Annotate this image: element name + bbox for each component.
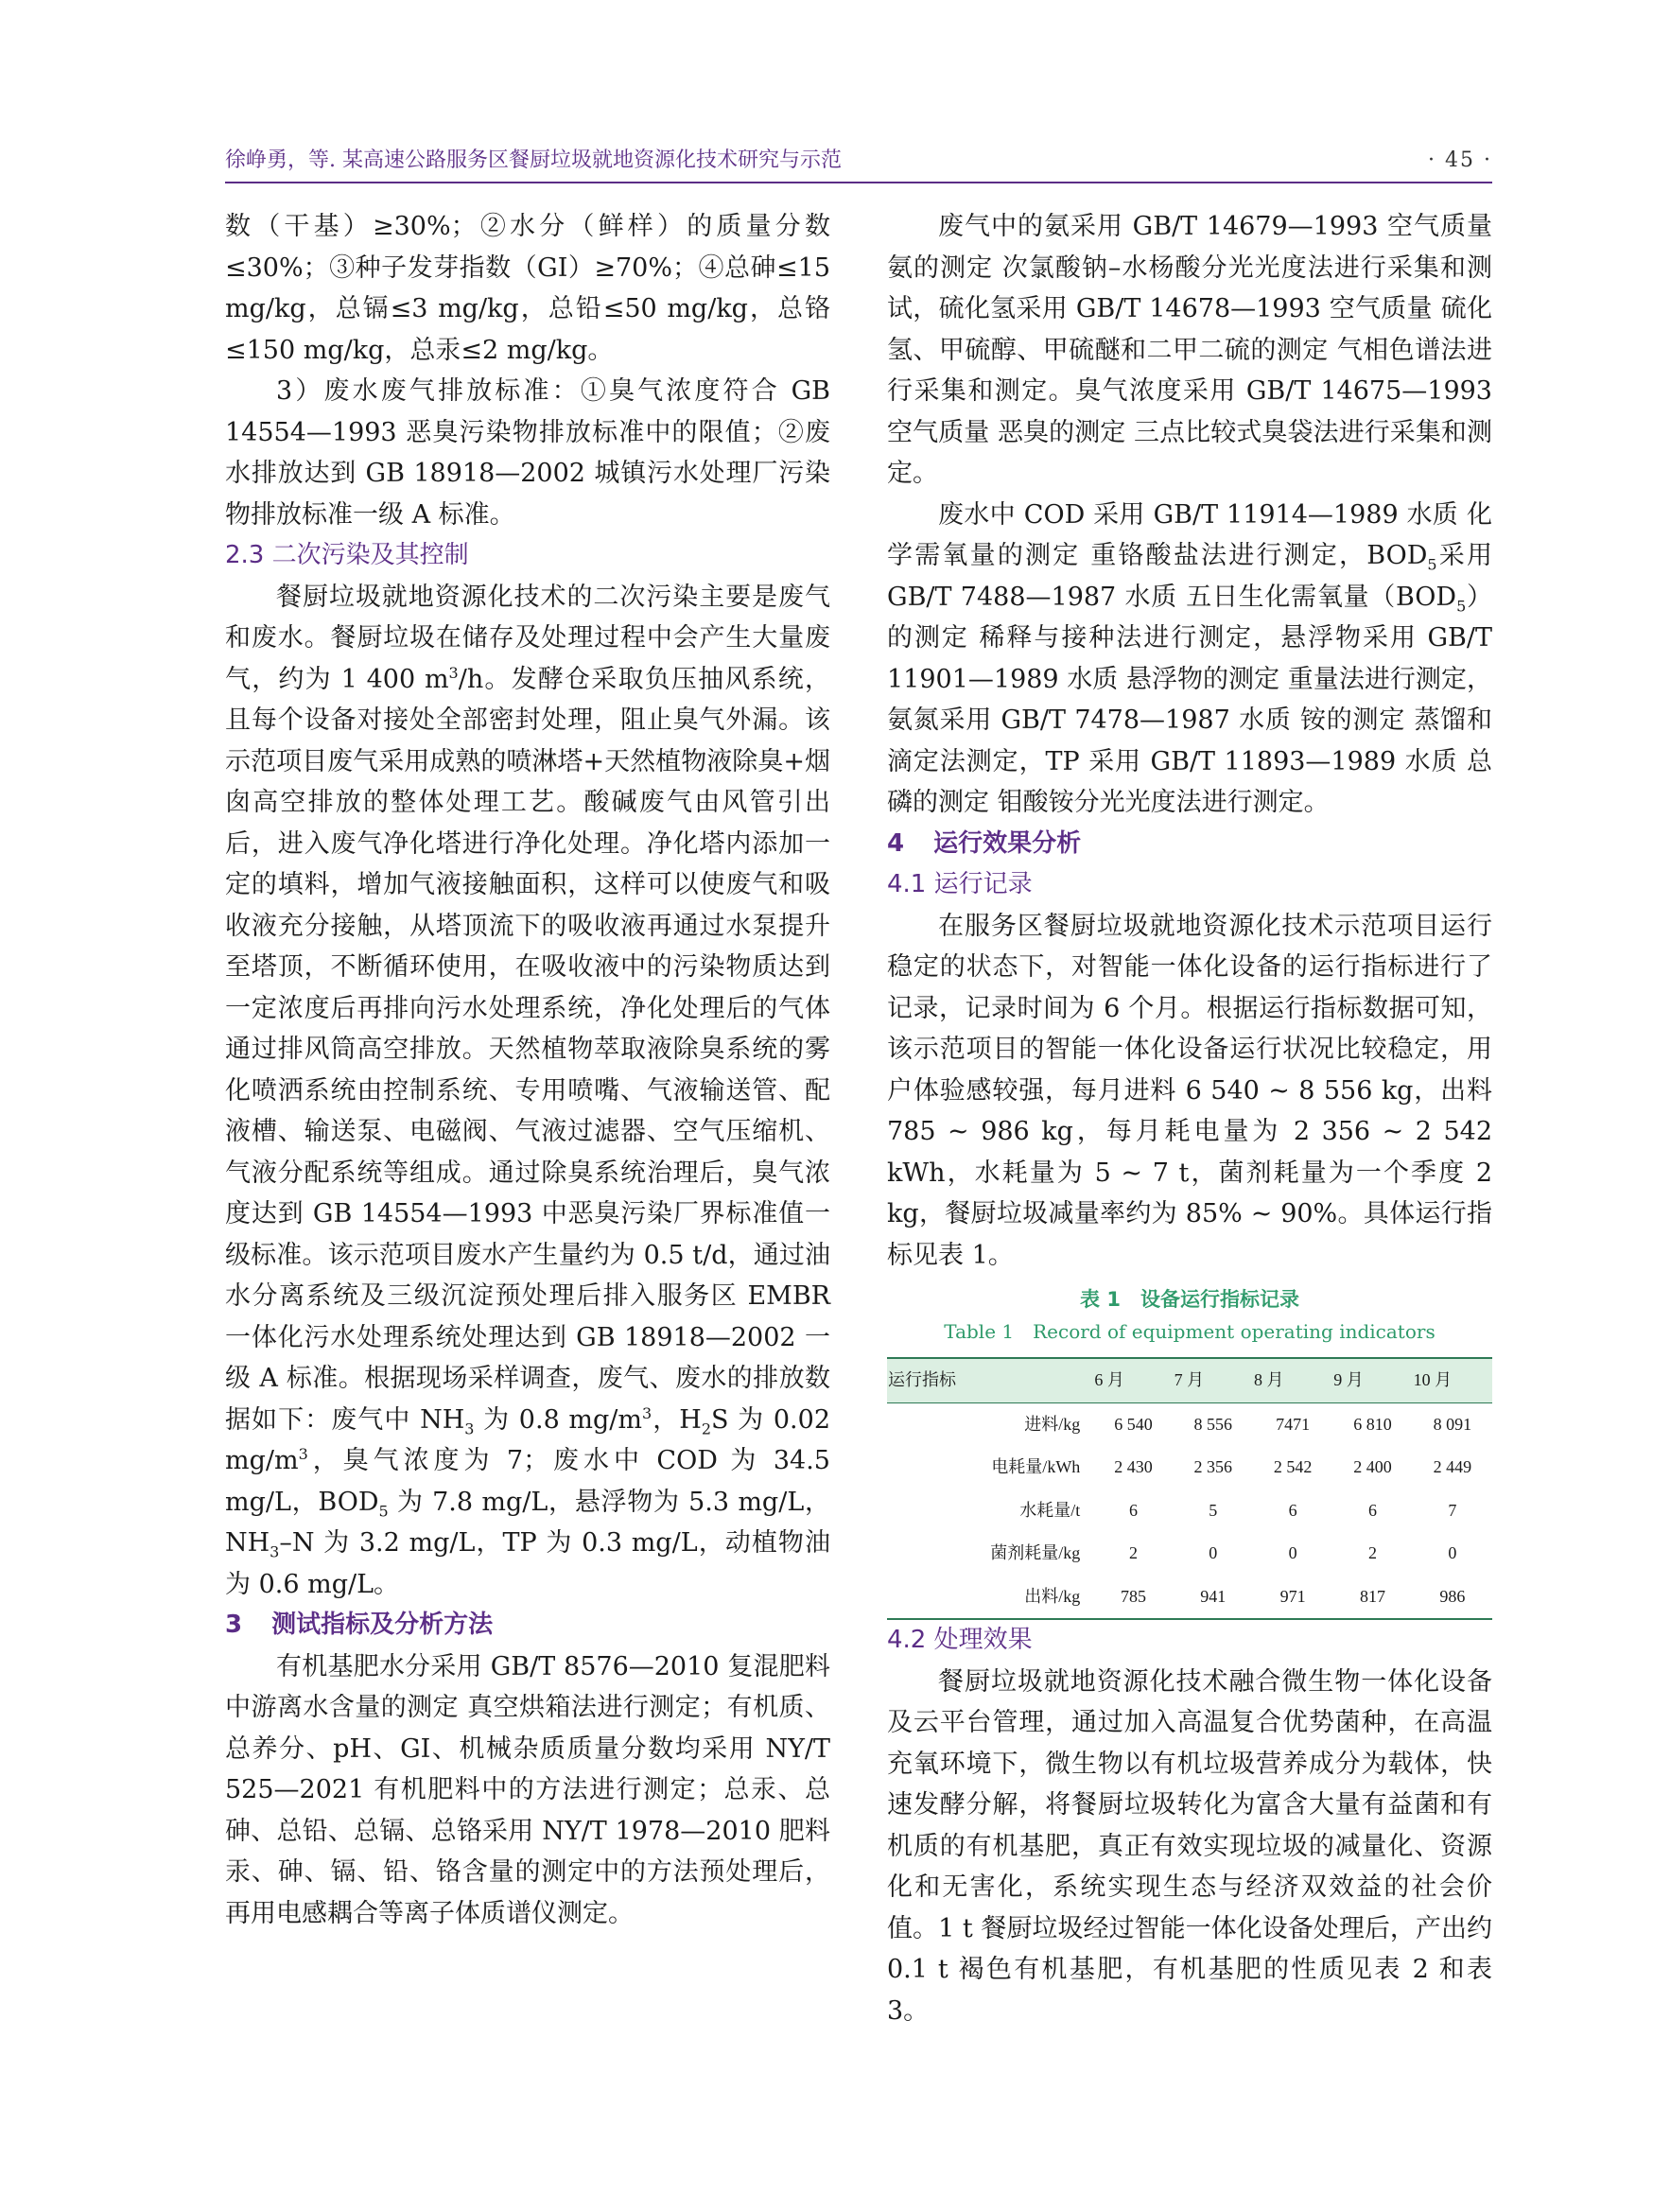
table-cell: 7471 — [1276, 1414, 1311, 1434]
table-cell: 6 540 — [1114, 1414, 1153, 1434]
section-number: 4.1 — [887, 870, 927, 898]
header-rule — [225, 182, 1492, 183]
table-cell: 2 — [1367, 1543, 1377, 1562]
section-number: 2.3 — [225, 541, 265, 569]
running-title: 徐峥勇，等. 某高速公路服务区餐厨垃圾就地资源化技术研究与示范 — [225, 148, 842, 172]
table-cell: 0 — [1209, 1543, 1218, 1562]
table-row — [887, 1532, 1492, 1576]
table-header-cell: 7 月 — [1174, 1358, 1253, 1402]
paragraph: 3）废水废气排放标准：①臭气浓度符合 GB 14554—1993 恶臭污染物排放标准中的限值；②废水排放达到 GB 18918—2002 城镇污水处理厂污染物排放标准一级 A 标准。 — [225, 376, 830, 530]
section-number: 3 — [225, 1611, 243, 1639]
table-header-cell: 运行指标 — [887, 1358, 1093, 1402]
table-cell: 8 556 — [1193, 1414, 1233, 1434]
section-title: 运行效果分析 — [933, 828, 1082, 858]
paragraph: 餐厨垃圾就地资源化技术融合微生物一体化设备及云平台管理，通过加入高温复合优势菌种，在高温充氧环境下，微生物以有机垃圾营养成分为载体，快速发酵分解，将餐厨垃圾转化为富含大量有益菌和有机质的有机基肥，真正有效实现垃圾的减量化、资源化和无害化，系统实现生态与经济双效益的社会价值。1 t 餐厨垃圾经过智能一体化设备处理后，产出约 0.1 t 褐色有机基肥，有机基肥的性质见表 2 和表 3。 — [887, 1666, 1492, 2026]
table-cell: 6 — [1128, 1500, 1138, 1520]
section-number: 4.2 — [887, 1626, 927, 1654]
section-number: 4 — [887, 828, 905, 858]
table-cell: 986 — [1413, 1576, 1492, 1620]
section-heading-4 — [887, 824, 1492, 865]
section-heading-4-2 — [887, 1620, 1492, 1662]
table-cell: 6 810 — [1353, 1414, 1392, 1434]
operating-indicators-table — [887, 1357, 1492, 1620]
section-title: 处理效果 — [933, 1626, 1033, 1654]
paragraph: 在服务区餐厨垃圾就地资源化技术示范项目运行稳定的状态下，对智能一体化设备的运行指标进行了记录，记录时间为 6 个月。根据运行指标数据可知，该示范项目的智能一体化设备运行状况比较稳定，用户体验感较强，每月进料 6 540 ~ 8 556 kg，出料 785 ~ 986 kg，每月耗电量为 2 356 ~ 2 542 kWh，水耗量为 5 ~ 7 t，菌剂耗量为一个季度 2 kg，餐厨垃圾减量率约为 85% ~ 90%。具体运行指标见表 1。 — [887, 911, 1492, 1270]
table-cell: 2 — [1128, 1543, 1138, 1562]
table-row — [887, 1489, 1492, 1533]
section-heading-2-3 — [225, 535, 830, 577]
table-cell: 8 091 — [1433, 1414, 1472, 1434]
table-cell: 电耗量/kWh — [991, 1457, 1081, 1476]
table-cell: 0 — [1448, 1543, 1457, 1562]
table-cell: 出料/kg — [887, 1576, 1093, 1620]
table-cell: 2 400 — [1353, 1457, 1392, 1476]
table-cell: 菌剂耗量/kg — [990, 1543, 1081, 1562]
table-cell: 2 430 — [1114, 1457, 1153, 1476]
table-header-cell: 8 月 — [1253, 1358, 1332, 1402]
table-header-cell: 9 月 — [1332, 1358, 1412, 1402]
table-cell: 817 — [1332, 1576, 1412, 1620]
section-title: 二次污染及其控制 — [271, 541, 469, 569]
table-cell: 6 — [1367, 1500, 1377, 1520]
table-cell: 971 — [1253, 1576, 1332, 1620]
table-cell: 水耗量/t — [1019, 1500, 1081, 1520]
table-cell: 941 — [1174, 1576, 1253, 1620]
section-title: 测试指标及分析方法 — [271, 1611, 494, 1639]
paragraph: 废气中的氨采用 GB/T 14679—1993 空气质量 氨的测定 次氯酸钠–水杨酸分光光度法进行采集和测试，硫化氢采用 GB/T 14678—1993 空气质量 硫化氢、甲硫醇、甲硫醚和二甲二硫的测定 气相色谱法进行采集和测定。臭气浓度采用 GB/T 14675—1993 空气质量 恶臭的测定 三点比较式臭袋法进行采集和测定。 — [887, 212, 1492, 488]
table-cell: 785 — [1093, 1576, 1173, 1620]
table-header-row — [887, 1358, 1492, 1402]
table-row — [887, 1446, 1492, 1489]
table-caption-cn: 表 1 设备运行指标记录 — [1080, 1288, 1299, 1311]
running-header — [225, 140, 1492, 182]
table-cell: 7 — [1448, 1500, 1457, 1520]
table-header-cell: 6 月 — [1093, 1358, 1173, 1402]
table-row — [887, 1576, 1492, 1620]
paragraph: 有机基肥水分采用 GB/T 8576—2010 复混肥料中游离水含量的测定 真空烘箱法进行测定；有机质、总养分、pH、GI、机械杂质质量分数均采用 NY/T 525—2021 有机肥料中的方法进行测定；总汞、总砷、总铅、总镉、总铬采用 NY/T 1978—2010 肥料 汞、砷、镉、铅、铬含量的测定中的方法预处理后，再用电感耦合等离子体质谱仪测定。 — [225, 1651, 830, 1928]
left-column — [225, 206, 830, 1934]
table-cell: 2 542 — [1273, 1457, 1313, 1476]
table-caption-en: Table 1 Record of equipment operating indicators — [944, 1320, 1436, 1343]
paragraph: 餐厨垃圾就地资源化技术的二次污染主要是废气和废水。餐厨垃圾在储存及处理过程中会产生大量废气，约为 1 400 $m^3/h$。发酵仓采取负压抽风系统，且每个设备对接处全部密封处理，阻止臭气外漏。该示范项目废气采用成熟的喷淋塔+天然植物液除臭+烟囱高空排放的整体处理工艺。酸碱废气由风管引出后，进入废气净化塔进行净化处理。净化塔内添加一定的填料，增加气液接触面积，这样可以使废气和吸收液充分接触，从塔顶流下的吸收液再通过水泵提升至塔顶，不断循环使用，在吸收液中的污染物质达到一定浓度后再排向污水处理系统，净化处理后的气体通过排风筒高空排放。天然植物萃取液除臭系统的雾化喷洒系统由控制系统、专用喷嘴、气液输送管、配液槽、输送泵、电磁阀、气液过滤器、空气压缩机、气液分配系统等组成。通过除臭系统治理后，臭气浓度达到 GB 14554—1993 中恶臭污染厂界标准值一级标准。该示范项目废水产生量约为 0.5 t/d，通过油水分离系统及三级沉淀预处理后排入服务区 EMBR 一体化污水处理系统处理达到 GB 18918—2002 一级 A 标准。根据现场采样调查，废气、废水的排放数据如下：废气中 $NH_3$ 为 0.8 $mg/m^3$，$H_2S$ 为 0.02 $mg/m^3$，臭气浓度为 7；废水中 COD 为 34.5 mg/L，$BOD_5$ 为 7.8 mg/L，悬浮物为 5.3 mg/L，$NH_3-N$ 为 3.2 mg/L，TP 为 0.3 mg/L，动植物油为 0.6 mg/L。 — [225, 582, 830, 1599]
table-cell: 0 — [1288, 1543, 1297, 1562]
table-cell: 2 356 — [1193, 1457, 1233, 1476]
right-column — [887, 206, 1492, 2031]
paragraph: 废水中 COD 采用 GB/T 11914—1989 水质 化学需氧量的测定 重铬酸盐法进行测定，$BOD_5$采用 GB/T 7488—1987 水质 五日生化需氧量$(BOD_5)$的测定 稀释与接种法进行测定，悬浮物采用 GB/T 11901—1989 水质 悬浮物的测定 重量法进行测定，氨氮采用 GB/T 7478—1987 水质 铵的测定 蒸馏和滴定法测定，TP 采用 GB/T 11893—1989 水质 总磷的测定 钼酸铵分光光度法进行测定。 — [887, 499, 1493, 817]
table-cell: 5 — [1209, 1500, 1218, 1520]
table-header-cell: 10 月 — [1413, 1358, 1492, 1402]
table-row — [887, 1402, 1492, 1446]
page-number: · 45 · — [1428, 148, 1492, 172]
table-cell: 2 449 — [1433, 1457, 1472, 1476]
table-cell: 6 — [1288, 1500, 1297, 1520]
section-title: 运行记录 — [933, 870, 1033, 898]
section-heading-3 — [225, 1605, 830, 1646]
paragraph: 数（干基）≥30%；②水分（鲜样）的质量分数≤30%；③种子发芽指数（GI）≥70%；④总砷≤15 mg/kg，总镉≤3 mg/kg，总铅≤50 mg/kg，总铬≤150 mg/kg，总汞≤2 mg/kg。 — [225, 212, 830, 365]
section-heading-4-1 — [887, 864, 1492, 906]
table-cell: 进料/kg — [1024, 1414, 1081, 1434]
